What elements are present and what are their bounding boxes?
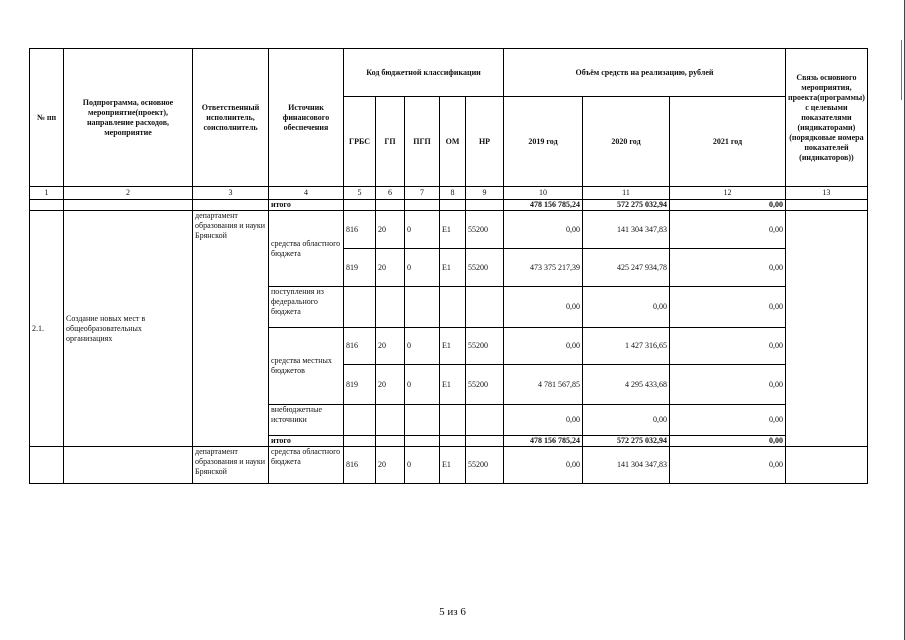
cell-2019: 4 781 567,85	[504, 365, 583, 405]
table-row	[30, 211, 868, 249]
header-program: Подпрограмма, основное мероприятие(проект), направление расходов, мероприятие	[64, 49, 193, 187]
row-number: 2.1.	[30, 211, 64, 447]
header-link: Связь основного мероприятия, проекта(программы) с целевыми показателями (индикаторами) (порядковые номера показателей (индикаторов))	[786, 49, 868, 187]
cell-gp: 20	[376, 365, 405, 405]
cell-pgp: 0	[405, 211, 440, 249]
cell-gp: 20	[376, 249, 405, 287]
source-local: средства местных бюджетов	[269, 328, 344, 405]
col-number: 6	[376, 187, 405, 200]
col-number: 11	[583, 187, 670, 200]
total-2019: 478 156 785,24	[504, 200, 583, 211]
cell-gp: 20	[376, 447, 405, 484]
block-total-2019: 478 156 785,24	[504, 436, 583, 447]
source-regional: средства областного бюджета	[269, 211, 344, 287]
cell-np: 55200	[466, 211, 504, 249]
cell-2021: 0,00	[670, 328, 786, 365]
link-cell	[786, 211, 868, 447]
cell-pgp: 0	[405, 249, 440, 287]
cell-om: E1	[440, 447, 466, 484]
measure-title: Создание новых мест в общеобразовательных организациях	[64, 211, 193, 447]
cell-pgp: 0	[405, 328, 440, 365]
total-2020: 572 275 032,94	[583, 200, 670, 211]
col-number: 10	[504, 187, 583, 200]
col-number: 4	[269, 187, 344, 200]
next-executor: департамент образования и науки Брянской	[193, 447, 269, 484]
page-number: 5 из 6	[439, 606, 466, 618]
header-2021: 2021 год	[670, 97, 786, 187]
header-2020: 2020 год	[583, 97, 670, 187]
cell-2021: 0,00	[670, 249, 786, 287]
col-number: 2	[64, 187, 193, 200]
cell-grbs: 816	[344, 211, 376, 249]
cell-2020: 141 304 347,83	[583, 447, 670, 484]
header-grbs: ГРБС	[344, 97, 376, 187]
header-2019: 2019 год	[504, 97, 583, 187]
cell-2020: 1 427 316,65	[583, 328, 670, 365]
block-total-2020: 572 275 032,94	[583, 436, 670, 447]
cell-pgp: 0	[405, 447, 440, 484]
cell-2021: 0,00	[670, 405, 786, 436]
cell-gp: 20	[376, 211, 405, 249]
col-number: 3	[193, 187, 269, 200]
executor: департамент образования и науки Брянской	[193, 211, 269, 447]
budget-table	[29, 48, 868, 484]
next-source: средства областного бюджета	[269, 447, 344, 484]
header-budget-code: Код бюджетной классификации	[344, 49, 504, 97]
block-total-2021: 0,00	[670, 436, 786, 447]
cell-2019: 0,00	[504, 211, 583, 249]
cell-pgp: 0	[405, 365, 440, 405]
cell-om: E1	[440, 328, 466, 365]
cell-grbs: 819	[344, 365, 376, 405]
total-label: итого	[269, 200, 344, 211]
cell-2020: 0,00	[583, 405, 670, 436]
col-number: 9	[466, 187, 504, 200]
cell-om: E1	[440, 249, 466, 287]
table-row	[30, 200, 868, 211]
col-number: 13	[786, 187, 868, 200]
cell-2020: 425 247 934,78	[583, 249, 670, 287]
cell-np: 55200	[466, 365, 504, 405]
col-number: 8	[440, 187, 466, 200]
header-source: Источник финансового обеспечения	[269, 49, 344, 187]
header-num: № пп	[30, 49, 64, 187]
col-number: 12	[670, 187, 786, 200]
cell-2020: 141 304 347,83	[583, 211, 670, 249]
block-total-label: итого	[269, 436, 344, 447]
header-om: ОМ	[440, 97, 466, 187]
cell-grbs: 816	[344, 328, 376, 365]
cell-grbs: 816	[344, 447, 376, 484]
cell-om: E1	[440, 211, 466, 249]
cell-np: 55200	[466, 447, 504, 484]
cell-om: E1	[440, 365, 466, 405]
cell-np: 55200	[466, 249, 504, 287]
column-number-row	[30, 187, 868, 200]
cell-2020: 4 295 433,68	[583, 365, 670, 405]
cell-2019: 473 375 217,39	[504, 249, 583, 287]
cell-2021: 0,00	[670, 447, 786, 484]
cell-2021: 0,00	[670, 287, 786, 328]
scan-edge-mark	[901, 40, 902, 100]
header-volume: Объём средств на реализацию, рублей	[504, 49, 786, 97]
header-pgp: ПГП	[405, 97, 440, 187]
col-number: 1	[30, 187, 64, 200]
cell-2019: 0,00	[504, 405, 583, 436]
header-executor: Ответственный исполнитель, соисполнитель	[193, 49, 269, 187]
cell-2019: 0,00	[504, 328, 583, 365]
cell-2019: 0,00	[504, 447, 583, 484]
source-federal: поступления из федерального бюджета	[269, 287, 344, 328]
header-gp: ГП	[376, 97, 405, 187]
cell-2021: 0,00	[670, 365, 786, 405]
col-number: 5	[344, 187, 376, 200]
cell-np: 55200	[466, 328, 504, 365]
source-extra: внебюджетные источники	[269, 405, 344, 436]
col-number: 7	[405, 187, 440, 200]
total-2021: 0,00	[670, 200, 786, 211]
cell-2021: 0,00	[670, 211, 786, 249]
header-np: НР	[466, 97, 504, 187]
cell-2020: 0,00	[583, 287, 670, 328]
cell-grbs: 819	[344, 249, 376, 287]
cell-2019: 0,00	[504, 287, 583, 328]
table-row	[30, 447, 868, 484]
cell-gp: 20	[376, 328, 405, 365]
